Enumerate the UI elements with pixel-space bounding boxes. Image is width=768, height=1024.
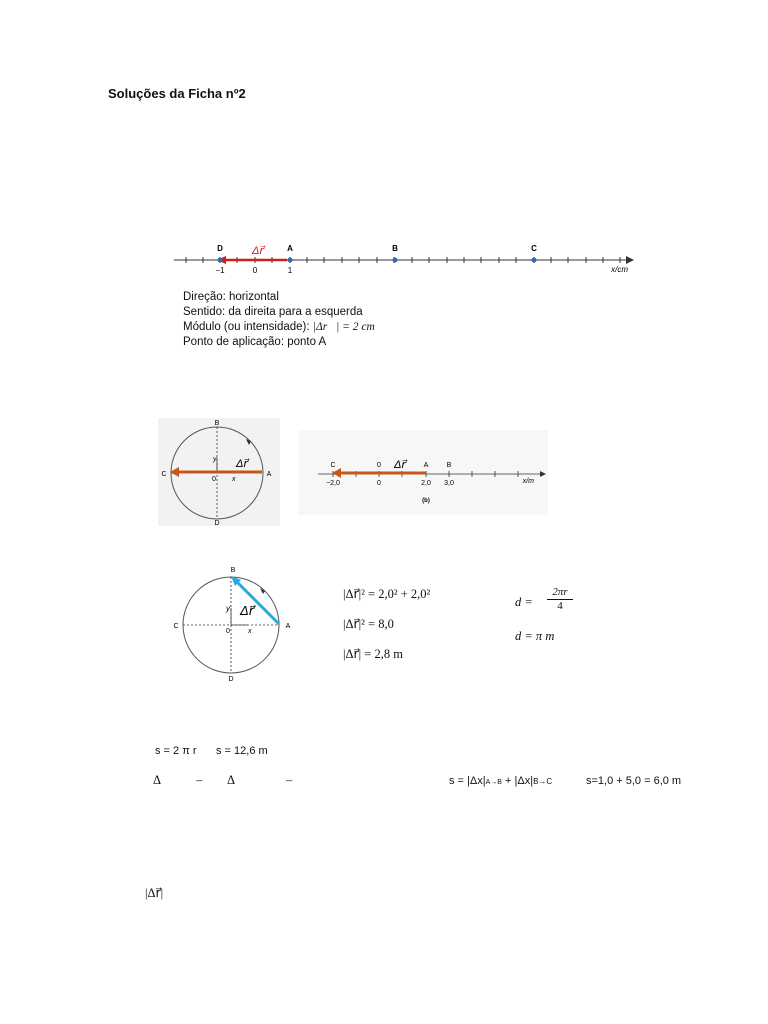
- displacement-magnitude: |Δr⃗|: [145, 886, 164, 900]
- label-b: B: [446, 462, 452, 469]
- y-label: y: [213, 456, 217, 463]
- y-label: y: [226, 604, 230, 613]
- label-b: B: [392, 244, 398, 253]
- x-label: x: [248, 628, 252, 635]
- origin-label: 0: [226, 628, 230, 635]
- point-d-marker: [218, 258, 223, 263]
- page-title: Soluções da Ficha nº2: [108, 86, 246, 101]
- circumference-formula: s = 2 π r: [155, 745, 197, 757]
- application-point-line: Ponto de aplicação: ponto A: [183, 336, 327, 348]
- point-b-marker: [393, 258, 398, 263]
- delta-symbol-2: Δ: [227, 773, 236, 787]
- tick-label-1: 1: [287, 266, 293, 275]
- d-denominator: 4: [557, 600, 563, 612]
- vector-description: [183, 290, 375, 350]
- sense-line: Sentido: da direita para a esquerda: [183, 306, 363, 318]
- vector-label: Δr⃗: [236, 458, 248, 470]
- path-prefix: s = |Δx|: [449, 775, 486, 787]
- tick-label-0: 0: [252, 266, 258, 275]
- delta-symbol-1: Δ: [153, 773, 162, 787]
- axis-label: x/cm: [611, 265, 628, 274]
- origin-label: 0: [212, 476, 216, 483]
- path-sub-ab: A→B: [485, 779, 502, 786]
- tick-label-0: 0: [377, 480, 381, 487]
- vector-label: Δr⃗: [394, 459, 406, 471]
- d-fraction: [547, 586, 573, 612]
- label-c: C: [330, 462, 336, 469]
- vector-label: Δr⃗: [240, 603, 255, 618]
- module-prefix: Módulo (ou intensidade):: [183, 321, 310, 333]
- equation-1: |Δr⃗|² = 2,0² + 2,0²: [343, 587, 431, 601]
- figure-circle-diagonal: [168, 560, 296, 685]
- axis-label: x/m: [522, 478, 534, 485]
- tick-label-minus1: −1: [215, 266, 225, 275]
- figure-number-line: [170, 238, 640, 278]
- path-mid: + |Δx|: [505, 775, 534, 787]
- label-c: C: [531, 244, 537, 253]
- dash-2: –: [286, 773, 293, 787]
- tick-label-2: 2,0: [421, 480, 431, 487]
- equation-2: |Δr⃗|² = 8,0: [343, 617, 394, 631]
- label-d: D: [217, 244, 223, 253]
- path-sub-bc: B→C: [533, 777, 553, 786]
- label-d: D: [228, 676, 234, 683]
- direction-line: Direção: horizontal: [183, 291, 279, 303]
- label-c: C: [173, 623, 179, 630]
- label-b: B: [214, 420, 220, 427]
- d-numerator: 2πr: [547, 586, 573, 600]
- tick-label-minus2: −2,0: [326, 480, 340, 487]
- axis-arrow: [540, 471, 546, 477]
- axis-arrow: [626, 256, 634, 264]
- module-value: |Δr⃗| = 2 cm: [312, 321, 375, 333]
- tick-label-3: 3,0: [444, 480, 454, 487]
- label-a: A: [287, 244, 293, 253]
- point-a-marker: [288, 258, 293, 263]
- label-a: A: [285, 623, 291, 630]
- figure-circle-horizontal: [158, 418, 280, 526]
- distance-result: d = π m: [515, 629, 555, 643]
- figure-number-line-b: [298, 430, 548, 515]
- label-b: B: [230, 567, 236, 574]
- point-c-marker: [532, 258, 537, 263]
- x-label: x: [232, 476, 236, 483]
- path-length-formula: [449, 775, 552, 787]
- path-length-result: s=1,0 + 5,0 = 6,0 m: [586, 775, 682, 787]
- dash-1: –: [196, 773, 203, 787]
- label-d: D: [214, 520, 220, 526]
- label-c: C: [161, 471, 167, 478]
- vector-label: Δr⃗: [252, 245, 264, 257]
- equation-3: |Δr⃗| = 2,8 m: [343, 647, 403, 661]
- d-label: d =: [515, 595, 533, 609]
- module-line: [183, 320, 375, 335]
- label-0: 0: [377, 462, 381, 469]
- caption-b: (b): [422, 498, 430, 504]
- circumference-value: s = 12,6 m: [216, 745, 268, 757]
- label-a: A: [423, 462, 429, 469]
- label-a: A: [266, 471, 272, 478]
